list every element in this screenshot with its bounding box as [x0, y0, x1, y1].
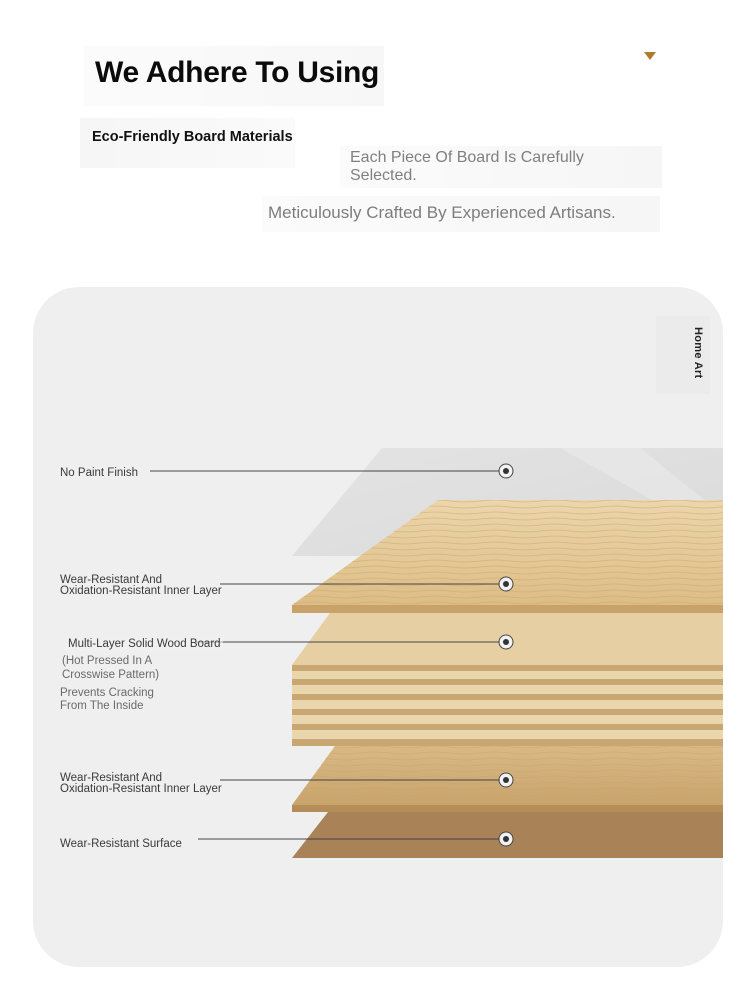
label-inner-layer-bottom-line1: Wear-Resistant And — [60, 772, 163, 784]
page-title: We Adhere To Using — [95, 56, 380, 89]
description-artisans: Meticulously Crafted By Experienced Artisans. — [268, 203, 616, 222]
core-layer-5 — [292, 715, 723, 724]
label-inner-layer-top-line2: Oxidation-Resistant Inner Layer — [60, 585, 222, 597]
core-layer-6 — [292, 730, 723, 739]
label-inner-layer-bottom-line2: Oxidation-Resistant Inner Layer — [60, 783, 222, 795]
label-wear-resistant-surface: Wear-Resistant Surface — [60, 838, 182, 850]
label-multi-layer-board: Multi-Layer Solid Wood Board — [68, 638, 221, 650]
page-subtitle: Eco-Friendly Board Materials — [92, 129, 293, 145]
note-prevents-cracking-line1: Prevents Cracking — [60, 687, 154, 699]
note-hot-pressed-line2: Crosswise Pattern) — [62, 669, 160, 681]
core-layer-4 — [292, 700, 723, 709]
label-inner-layer-top-line1: Wear-Resistant And — [60, 574, 163, 586]
core-layer-2 — [292, 671, 723, 679]
note-prevents-cracking-line2: From The Inside — [60, 700, 144, 712]
label-no-paint-finish: No Paint Finish — [60, 467, 138, 479]
core-layer-3 — [292, 685, 723, 694]
note-hot-pressed-line1: (Hot Pressed In A — [62, 655, 153, 667]
brand-label: Home Art — [692, 327, 704, 379]
description-selected: Each Piece Of Board Is Carefully Selected. — [350, 149, 584, 184]
